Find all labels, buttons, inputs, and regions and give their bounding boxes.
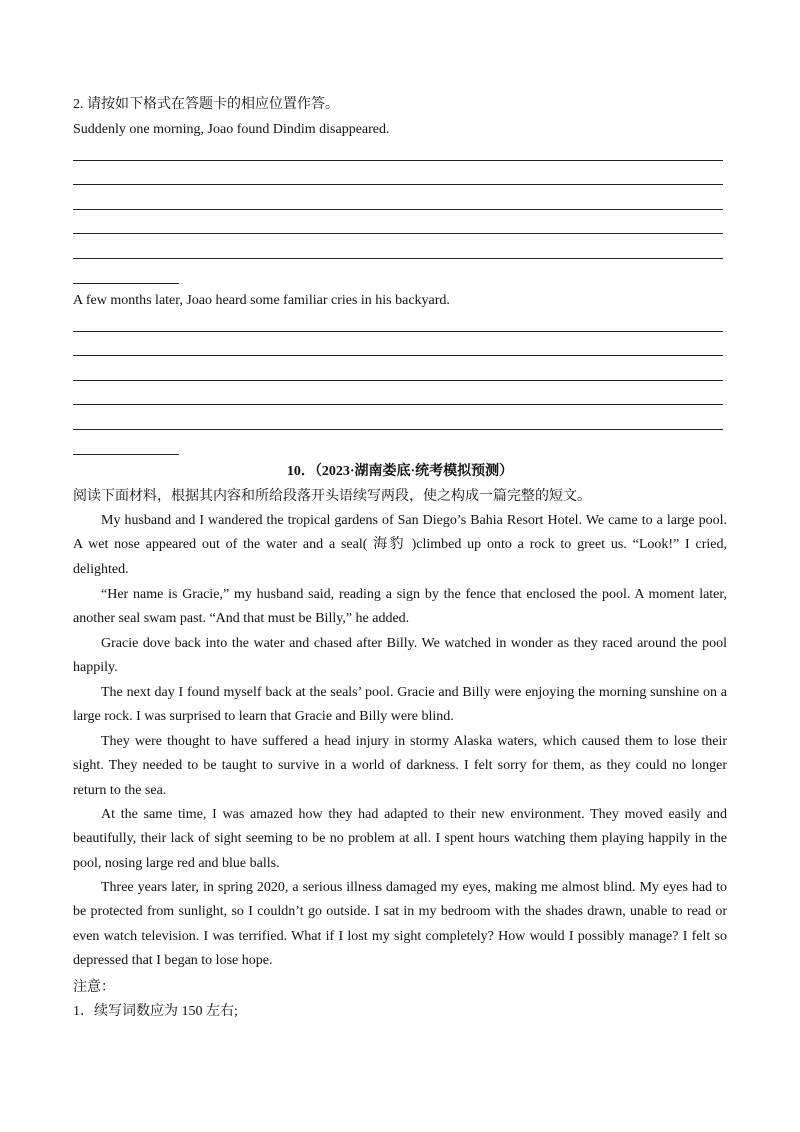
q2-prompt-2: A few months later, Joao heard some familiar cries in his backyard. [73, 293, 450, 308]
answer-line [73, 331, 723, 332]
passage-paragraph-3: Gracie dove back into the water and chased after Billy. We watched in wonder as they raced around the pool happily. [73, 636, 727, 676]
passage-paragraph-7: Three years later, in spring 2020, a serious illness damaged my eyes, making me almost blind. My eyes had to be protected from sunlight, so I couldn’t go outside. I sat in my bedroom with the shades drawn, unable to read or even watch television. I was terrified. What if I lost my sight completely? How would I possibly manage? I felt so depressed that I began to lose hope. [73, 880, 727, 969]
answer-line [73, 429, 723, 430]
answer-line [73, 184, 723, 185]
answer-line-short [73, 283, 179, 284]
q10-instruction: 阅读下面材料，根据其内容和所给段落开头语续写两段，使之构成一篇完整的短文。 [73, 489, 591, 504]
passage-paragraph-5: They were thought to have suffered a head injury in stormy Alaska waters, which caused them to lose their sight. They needed to be taught to survive in a world of darkness. I felt sorry for them, as they could no longer return to the sea. [73, 734, 727, 798]
note-label: 注意： [73, 980, 115, 995]
answer-line [73, 258, 723, 259]
answer-line [73, 355, 723, 356]
answer-line [73, 380, 723, 381]
passage-paragraph-4: The next day I found myself back at the seals’ pool. Gracie and Billy were enjoying the morning sunshine on a large rock. I was surprised to learn that Gracie and Billy were blind. [73, 685, 727, 725]
note-item-1: 1．续写词数应为 150 左右; [73, 1004, 238, 1019]
answer-line [73, 209, 723, 210]
q2-prompt-1: Suddenly one morning, Joao found Dindim disappeared. [73, 122, 390, 137]
answer-line [73, 404, 723, 405]
passage-paragraph-6: At the same time, I was amazed how they had adapted to their new environment. They moved easily and beautifully, their lack of sight seeming to be no problem at all. I spent hours watching them playing happily in the pool, nosing large red and blue balls. [73, 807, 727, 871]
answer-line-short [73, 454, 179, 455]
q2-instruction: 2. 请按如下格式在答题卡的相应位置作答。 [73, 97, 339, 112]
answer-line [73, 160, 723, 161]
question-heading: 10．（2023·湖南娄底·统考模拟预测） [286, 464, 514, 479]
passage-paragraph-1: My husband and I wandered the tropical gardens of San Diego’s Bahia Resort Hotel. We came to a large pool. A wet nose appeared out of the water and a seal( 海豹 )climbed up onto a rock to greet us. “Look!” I cried, delighted. [73, 513, 727, 577]
answer-line [73, 233, 723, 234]
passage-paragraph-2: “Her name is Gracie,” my husband said, reading a sign by the fence that enclosed the pool. A moment later, another seal swam past. “And that must be Billy,” he added. [73, 587, 727, 627]
